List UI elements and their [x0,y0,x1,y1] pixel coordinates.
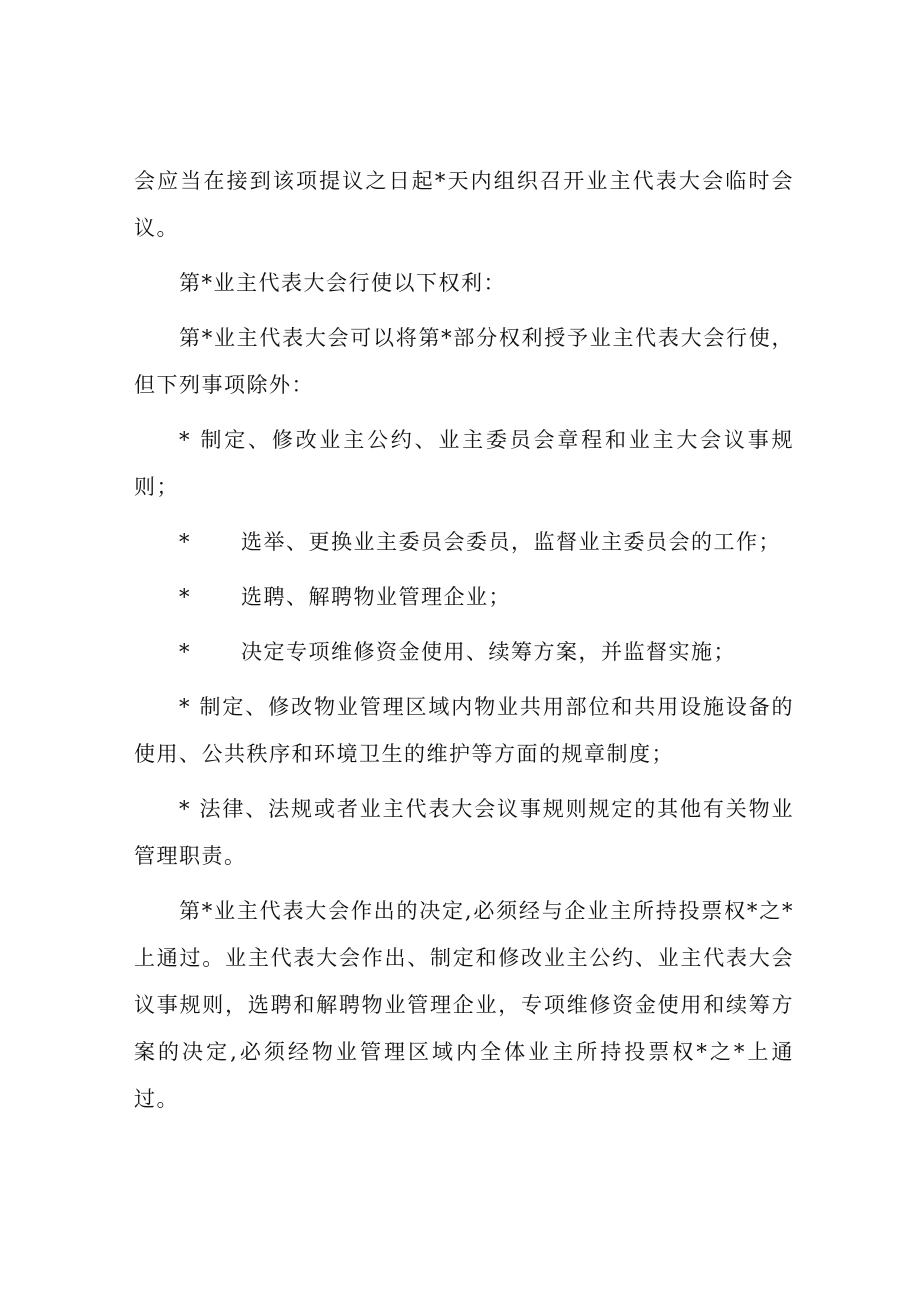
paragraph-voting-decisions: 第*业主代表大会作出的决定,必须经与企业主所持投票权*之*上通过。业主代表大会作出、制定和修改业主公约、业主代表大会议事规则，选聘和解聘物业管理企业，专项维修资金使用和续筹方案的决定,必须经物业管理区域内全体业主所持投票权*之*上通过。 [134,899,794,1111]
list-item-text: 选举、更换业主委员会委员，监督业主委员会的工作； [241,530,781,554]
list-item-regulations: * 制定、修改物业管理区域内物业共用部位和共用设施设备的使用、公共秩序和环境卫生的维护等方面的规章制度； [134,695,794,766]
paragraph-delegation: 第*业主代表大会可以将第*部分权利授予业主代表大会行使，但下列事项除外： [134,326,794,397]
list-item-rules: * 制定、修改业主公约、业主委员会章程和业主大会议事规则； [134,428,794,499]
list-item-other-duties: * 法律、法规或者业主代表大会议事规则规定的其他有关物业管理职责。 [134,797,794,868]
list-item-text: 决定专项维修资金使用、续筹方案，并监督实施； [241,640,736,664]
list-item-text: 选聘、解聘物业管理企业； [241,585,511,609]
list-item-election [134,519,794,566]
list-item-maintenance-fund [134,629,794,676]
list-item-hiring [134,574,794,621]
paragraph-rights-heading: 第*业主代表大会行使以下权利： [179,271,506,295]
document-body [134,158,794,1131]
paragraph-meeting-notice: 会应当在接到该项提议之日起*天内组织召开业主代表大会临时会议。 [134,169,794,240]
list-bullet: * [179,585,191,609]
list-bullet: * [179,530,191,554]
list-bullet: * [179,640,191,664]
